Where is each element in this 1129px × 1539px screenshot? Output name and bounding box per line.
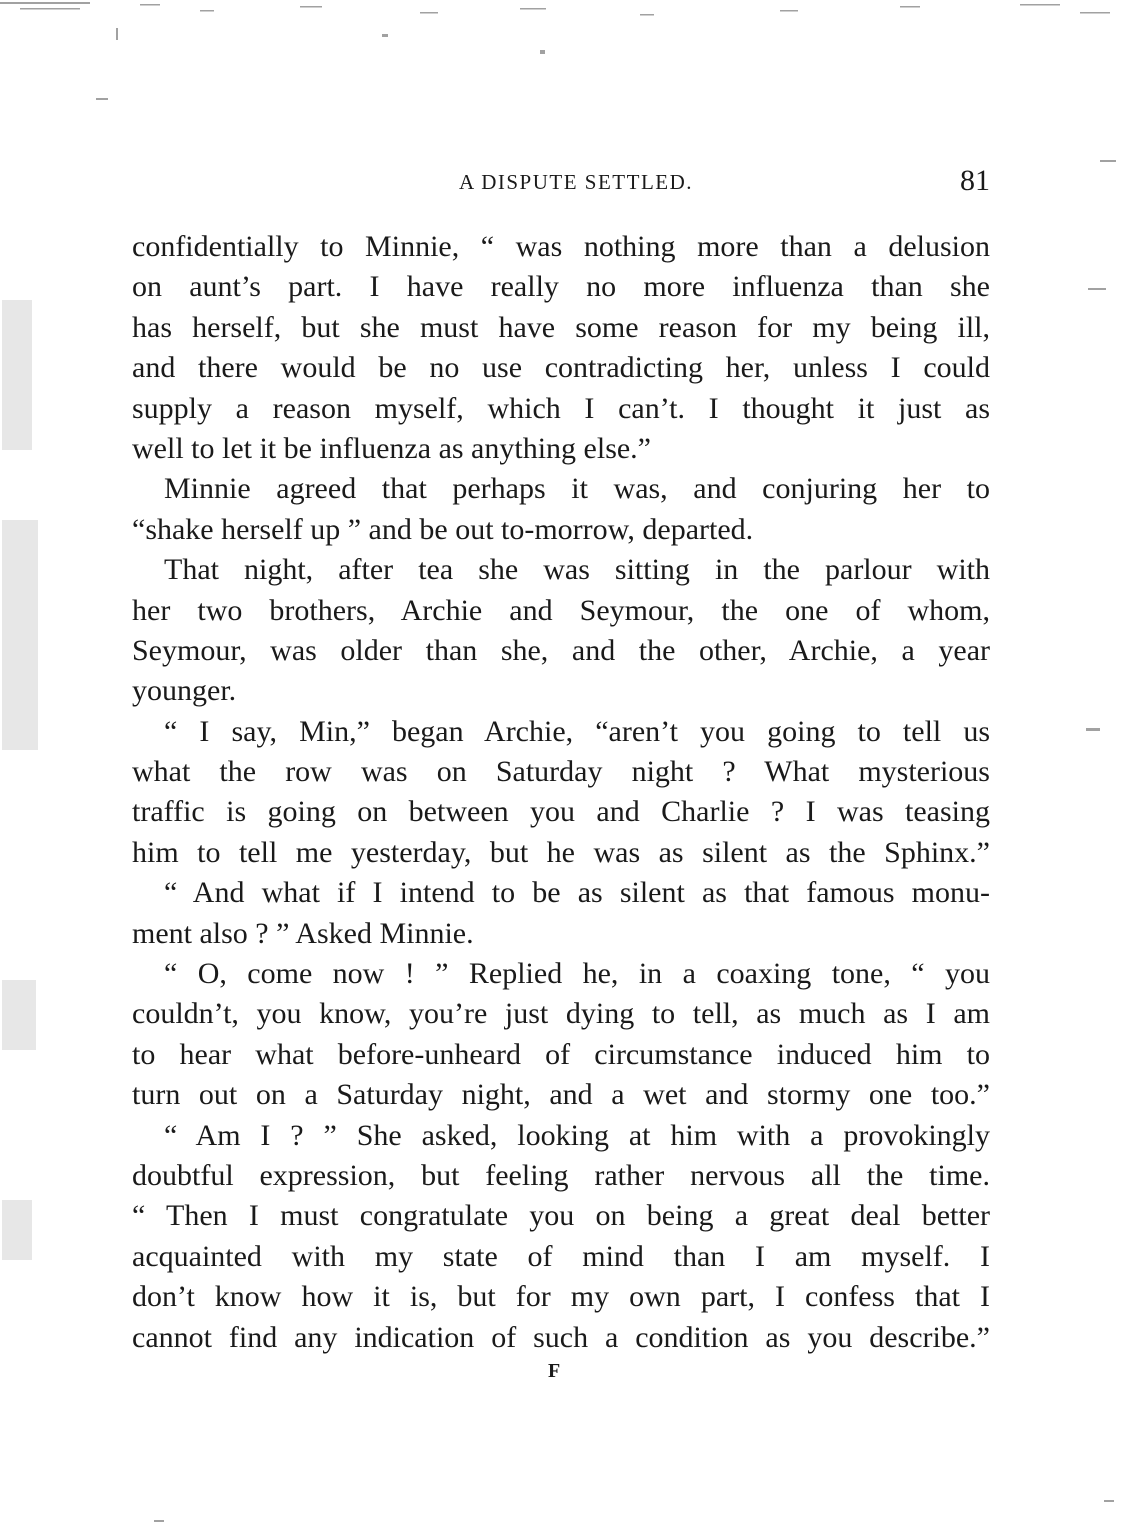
text-line: her two brothers, Archie and Seymour, the one of whom, — [132, 593, 990, 627]
text-line: acquainted with my state of mind than I am myself. I — [132, 1239, 990, 1273]
text-line: couldn’t, you know, you’re just dying to tell, as much as I am — [132, 997, 990, 1031]
text-line: “ O, come now ! ” Replied he, in a coaxing tone, “ you — [164, 957, 990, 991]
running-head — [132, 164, 990, 200]
text-line: him to tell me yesterday, but he was as silent as the Sphinx.” — [132, 835, 990, 869]
body-text — [132, 227, 990, 1358]
text-line: confidentially to Minnie, “ was nothing more than a delusion — [132, 230, 990, 263]
running-title: A DISPUTE SETTLED. — [458, 170, 694, 194]
text-line: and there would be no use contradicting her, unless I could — [132, 351, 990, 385]
text-line: That night, after tea she was sitting in the parlour with — [164, 553, 990, 587]
text-line: doubtful expression, but feeling rather nervous all the time. — [132, 1158, 990, 1192]
text-line: Seymour, was older than she, and the other, Archie, a year — [132, 633, 990, 667]
text-line: younger. — [132, 674, 237, 708]
text-line: well to let it be influenza as anything else.” — [132, 431, 651, 465]
text-line: “ I say, Min,” began Archie, “aren’t you going to tell us — [164, 714, 990, 748]
text-line: “ Then I must congratulate you on being a great deal better — [132, 1199, 990, 1233]
page-number: 81 — [960, 164, 990, 197]
text-line: “shake herself up ” and be out to-morrow, departed. — [132, 512, 754, 546]
text-line: traffic is going on between you and Charlie ? I was teasing — [132, 795, 990, 829]
text-line: on aunt’s part. I have really no more influenza than she — [132, 270, 990, 304]
text-line: don’t know how it is, but for my own part, I confess that I — [132, 1280, 990, 1314]
signature-mark: F — [548, 1360, 561, 1382]
text-line: supply a reason myself, which I can’t. I thought it just as — [132, 391, 990, 425]
text-line: what the row was on Saturday night ? What mysterious — [132, 755, 990, 789]
text-line: to hear what before-unheard of circumstance induced him to — [132, 1037, 990, 1071]
text-line: turn out on a Saturday night, and a wet and stormy one too.” — [132, 1078, 990, 1112]
text-line: Minnie agreed that perhaps it was, and conjuring her to — [164, 472, 990, 506]
text-line: has herself, but she must have some reason for my being ill, — [132, 310, 990, 344]
text-line: “ Am I ? ” She asked, looking at him with a provokingly — [164, 1118, 990, 1152]
text-line: cannot find any indication of such a condition as you describe.” — [132, 1320, 990, 1354]
text-line: ment also ? ” Asked Minnie. — [132, 916, 474, 950]
text-line: “ And what if I intend to be as silent as that famous monu- — [164, 876, 990, 910]
